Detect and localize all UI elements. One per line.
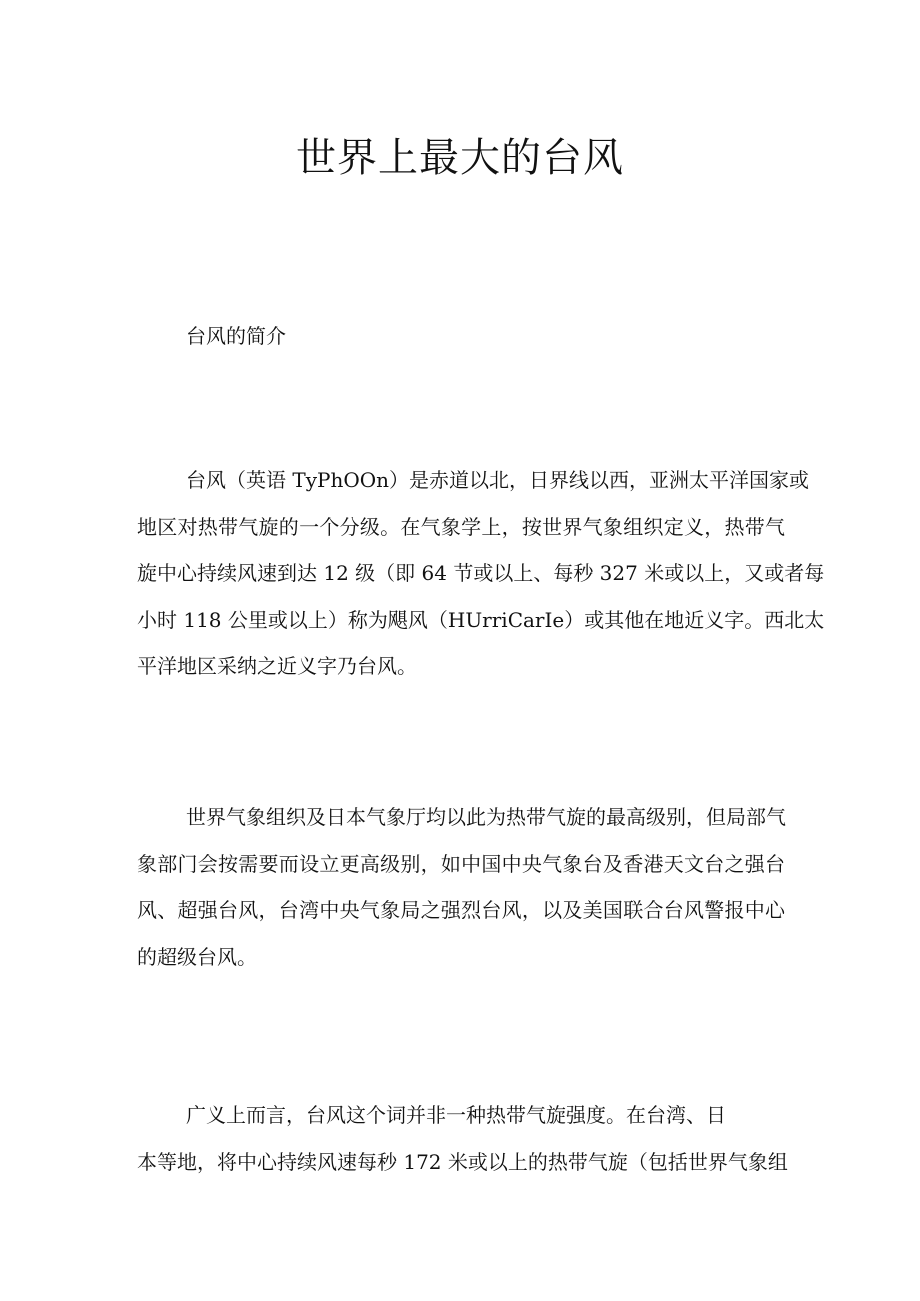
paragraph-line: 广义上而言，台风这个词并非一种热带气旋强度。在台湾、日 xyxy=(186,1103,726,1127)
paragraph-line: 台风（英语 TyPhOOn）是赤道以北，日界线以西，亚洲太平洋国家或 xyxy=(186,468,810,492)
page-title: 世界上最大的台风 xyxy=(296,135,624,181)
paragraph-line: 本等地，将中心持续风速每秒 172 米或以上的热带气旋（包括世界气象组 xyxy=(137,1149,788,1174)
paragraph-classification xyxy=(137,794,785,980)
paragraph-line: 地区对热带气旋的一个分级。在气象学上，按世界气象组织定义，热带气 xyxy=(137,514,785,539)
paragraph-broad-sense xyxy=(137,1092,788,1185)
paragraph-line: 旋中心持续风速到达 12 级（即 64 节或以上、每秒 327 米或以上，又或者每 xyxy=(137,561,825,585)
paragraph-line: 的超级台风。 xyxy=(137,944,257,969)
paragraph-intro xyxy=(137,457,825,690)
paragraph-line: 风、超强台风，台湾中央气象局之强烈台风，以及美国联合台风警报中心 xyxy=(137,898,785,922)
paragraph-line: 世界气象组织及日本气象厅均以此为热带气旋的最高级别，但局部气 xyxy=(186,805,786,829)
paragraph-line: 小时 118 公里或以上）称为飓风（HUrriCarIe）或其他在地近义字。西北太 xyxy=(137,607,825,632)
paragraph-line: 平洋地区采纳之近义字乃台风。 xyxy=(137,654,417,678)
paragraph-line: 象部门会按需要而设立更高级别，如中国中央气象台及香港天文台之强台 xyxy=(137,851,785,876)
section-heading: 台风的简介 xyxy=(186,324,286,348)
